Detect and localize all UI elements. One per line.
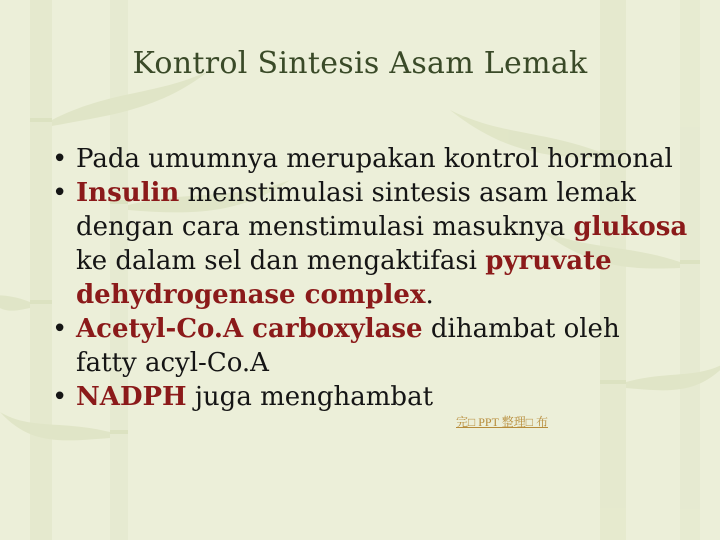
highlight-term: NADPH <box>76 382 187 412</box>
bullet-text: Pada umumnya merupakan kontrol hormonal <box>76 144 673 174</box>
overlay-link[interactable]: 完□ PPT 整理□ 布 <box>456 415 548 429</box>
highlight-term: Acetyl-Co.A carboxylase <box>76 314 423 344</box>
bullet-dot-icon: • <box>52 382 68 412</box>
bullet-text: menstimulasi sintesis asam lemak dengan cara menstimulasi masuknya <box>76 178 636 242</box>
bullet-dot-icon: • <box>52 178 68 208</box>
bullet-item <box>48 380 688 414</box>
highlight-term: glukosa <box>573 212 688 242</box>
bullet-item <box>48 142 688 176</box>
bullet-list <box>48 142 688 414</box>
bullet-text: dihambat oleh fatty acyl-Co.A <box>76 314 620 378</box>
bullet-dot-icon: • <box>52 314 68 344</box>
bullet-text: juga menghambat <box>186 382 434 412</box>
bullet-dot-icon: • <box>52 144 68 174</box>
bullet-text: . <box>425 280 434 310</box>
slide-title: Kontrol Sintesis Asam Lemak <box>132 46 588 81</box>
highlight-term: pyruvate dehydrogenase complex <box>76 246 612 310</box>
bullet-text: ke dalam sel dan mengaktifasi <box>76 246 486 276</box>
bullet-item <box>48 312 688 380</box>
bullet-item <box>48 176 688 312</box>
highlight-term: Insulin <box>76 178 180 208</box>
